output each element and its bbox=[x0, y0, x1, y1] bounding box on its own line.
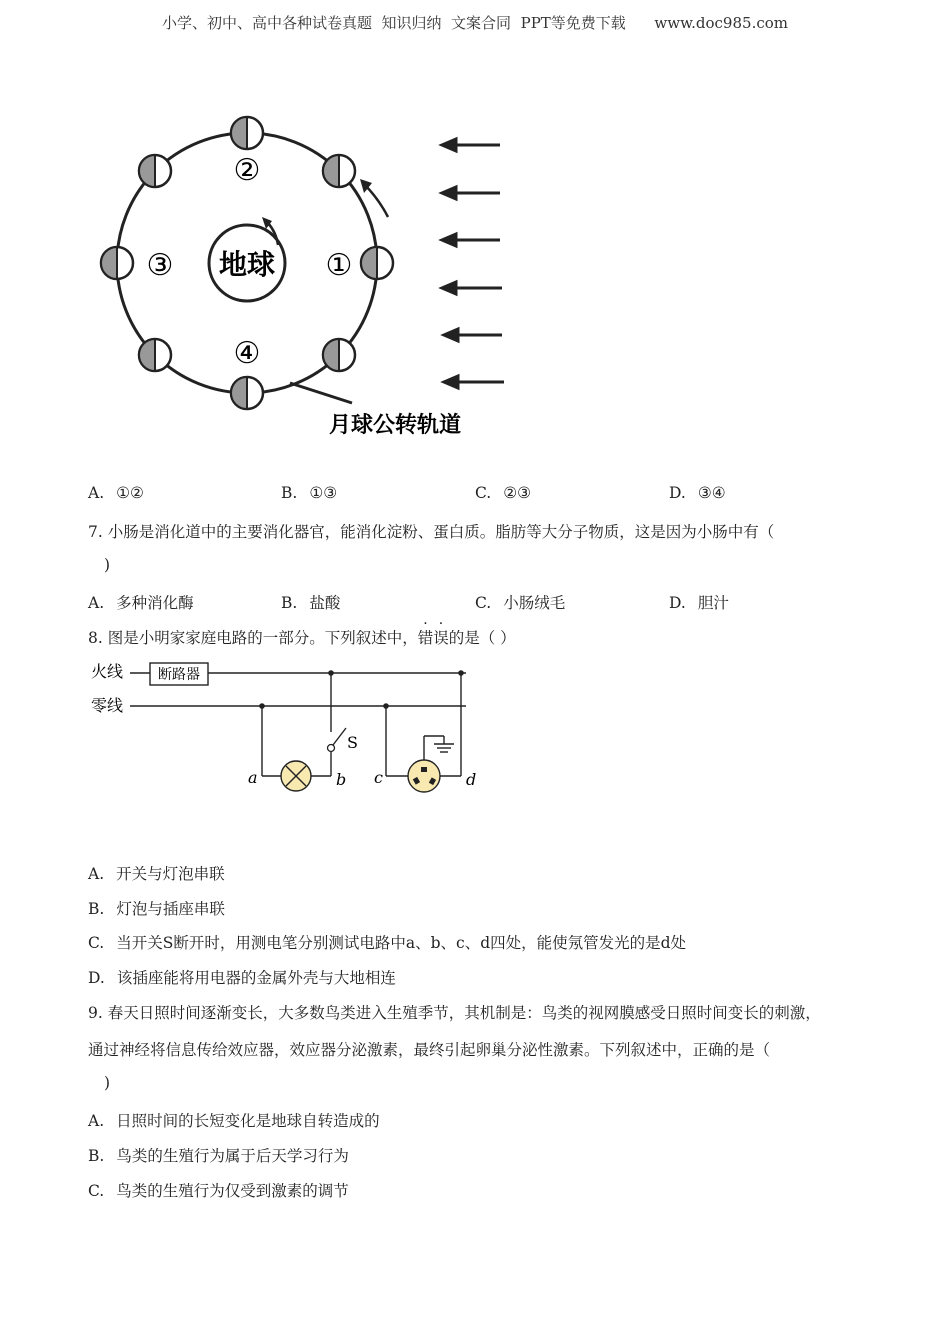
orbit-arrow-icon bbox=[365, 185, 388, 217]
point-d: d bbox=[466, 770, 477, 789]
position-label-3: ③ bbox=[146, 248, 174, 283]
q7-option-c[interactable]: C. 小肠绒毛 bbox=[475, 594, 566, 612]
position-label-2: ② bbox=[233, 153, 261, 188]
q8-option-c[interactable]: C. 当开关S断开时，用测电笔分别测试电路中a、b、c、d四处，能使氖管发光的是d处 bbox=[88, 934, 687, 952]
moon-1 bbox=[361, 247, 393, 279]
socket-icon bbox=[408, 760, 440, 792]
earth-label: 地球 bbox=[218, 248, 276, 281]
q8-option-b[interactable]: B. 灯泡与插座串联 bbox=[88, 900, 225, 918]
q7-stem-end: ) bbox=[104, 556, 111, 574]
q6-option-b[interactable]: B. ①③ bbox=[281, 484, 338, 502]
ground-icon bbox=[424, 736, 454, 760]
q8-option-d[interactable]: D. 该插座能将用电器的金属外壳与大地相连 bbox=[88, 969, 396, 987]
lamp-icon bbox=[281, 761, 311, 791]
live-wire-label: 火线 bbox=[91, 662, 124, 681]
q7-stem: 7. 小肠是消化道中的主要消化器官，能消化淀粉、蛋白质。脂肪等大分子物质，这是因为小肠中有（ bbox=[88, 523, 775, 541]
q6-option-a[interactable]: A. ①② bbox=[88, 484, 144, 502]
q6-option-c[interactable]: C. ②③ bbox=[475, 484, 532, 502]
moon-3 bbox=[101, 247, 133, 279]
position-label-4: ④ bbox=[233, 336, 261, 371]
sunlight-arrows bbox=[442, 139, 504, 388]
q7-option-b[interactable]: B. 盐酸 bbox=[281, 594, 341, 612]
q7-option-a[interactable]: A. 多种消化酶 bbox=[88, 594, 194, 612]
q9-option-a[interactable]: A. 日照时间的长短变化是地球自转造成的 bbox=[88, 1112, 380, 1130]
position-label-1: ① bbox=[325, 248, 353, 283]
q7-option-d[interactable]: D. 胆汁 bbox=[669, 594, 729, 612]
moon-phase-figure bbox=[90, 105, 530, 445]
orbit-label: 月球公转轨道 bbox=[328, 412, 462, 438]
moon-sw bbox=[139, 339, 171, 371]
moon-nw bbox=[139, 155, 171, 187]
point-a: a bbox=[248, 768, 258, 787]
q8-stem: 8. 图是小明家家庭电路的一部分。下列叙述中，错误的是（ ） bbox=[88, 629, 516, 647]
q9-stem-line1: 9. 春天日照时间逐渐变长，大多数鸟类进入生殖季节，其机制是：鸟类的视网膜感受日照时间变长的刺激， bbox=[88, 1004, 821, 1022]
point-c: c bbox=[374, 768, 383, 787]
q6-option-d[interactable]: D. ③④ bbox=[669, 484, 726, 502]
switch-label: S bbox=[347, 733, 358, 752]
moon-ne bbox=[323, 155, 355, 187]
moon-4 bbox=[231, 377, 263, 409]
moon-2 bbox=[231, 117, 263, 149]
point-b: b bbox=[336, 770, 347, 789]
neutral-wire-label: 零线 bbox=[91, 696, 124, 715]
page-header: 小学、初中、高中各种试卷真题 知识归纳 文案合同 PPT等免费下载 www.doc985.com bbox=[161, 14, 788, 32]
q9-stem-line2: 通过神经将信息传给效应器，效应器分泌激素，最终引起卵巢分泌性激素。下列叙述中，正确的是（ bbox=[88, 1041, 771, 1059]
svg-text:断路器: 断路器 bbox=[158, 667, 200, 683]
q9-stem-end: ) bbox=[104, 1074, 111, 1092]
q9-option-c[interactable]: C. 鸟类的生殖行为仅受到激素的调节 bbox=[88, 1182, 349, 1200]
moon-se bbox=[323, 339, 355, 371]
switch-s bbox=[328, 673, 347, 752]
q8-option-a[interactable]: A. 开关与灯泡串联 bbox=[88, 865, 225, 883]
q9-option-b[interactable]: B. 鸟类的生殖行为属于后天学习行为 bbox=[88, 1147, 349, 1165]
circuit-figure bbox=[88, 658, 488, 798]
